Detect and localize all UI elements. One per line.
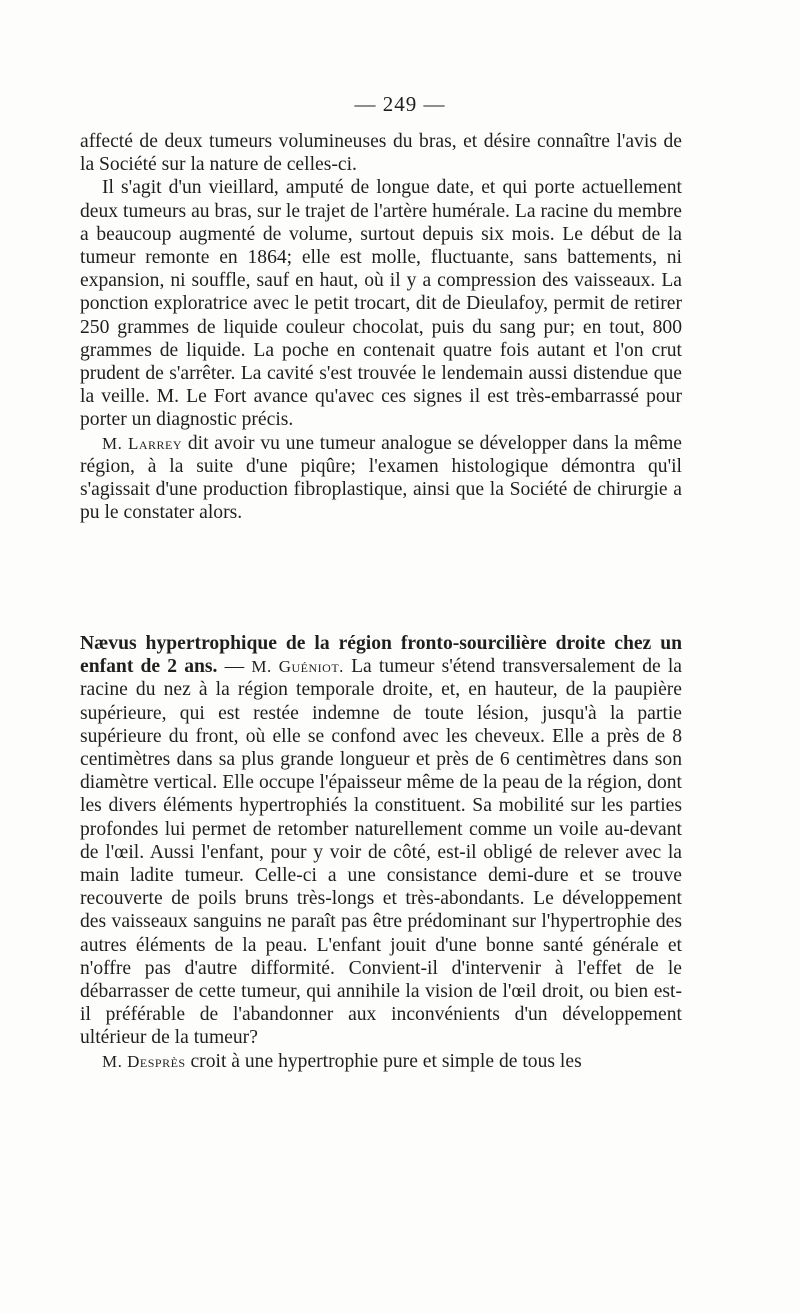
paragraph-despres <box>80 1050 682 1073</box>
speaker-name: M. Guéniot. <box>251 657 344 677</box>
paragraph-case-description: Il s'agit d'un vieillard, amputé de longue date, et qui porte actuellement deux tumeurs au bras, sur le trajet de l'artère humérale. La racine du membre a beaucoup augmenté de volume, surtout depuis six mois. Le début de la tumeur remonte en 1864; elle est molle, fluctuante, sans battements, ni expansion, ni souffle, sauf en haut, où il y a compression des vaisseaux. La ponction exploratrice avec le petit trocart, dit de Dieulafoy, permit de retirer 250 grammes de liquide couleur chocolat, puis du sang pur; en tout, 800 grammes de liquide. La poche en contenait quatre fois autant et l'on crut prudent de s'arrêter. La cavité s'est trouvée le lendemain aussi distendue que la veille. M. Le Fort avance qu'avec ces signes il est très-embarrassé pour porter un diagnostic précis. <box>80 177 682 431</box>
paragraph-naevus <box>80 632 682 1050</box>
paragraph-text: croit à une hypertrophie pure et simple de tous les <box>185 1050 582 1072</box>
paragraph-text: dit avoir vu une tumeur analogue se développer dans la même région, à la suite d'une piqûre; l'examen histologique démontra qu'il s'agissait d'une production fibroplastique, ainsi que la Société de chirurgie a pu le constater alors. <box>80 432 682 524</box>
paragraph-continued: affecté de deux tumeurs volumineuses du bras, et désire connaître l'avis de la Société sur la nature de celles-ci. <box>80 131 682 176</box>
page-number: — 249 — <box>354 92 446 116</box>
paragraph-larrey <box>80 432 682 525</box>
section-2-text <box>80 632 682 1073</box>
section-1-text <box>80 130 682 524</box>
section-heading: Nævus hypertrophique de la région fronto-sourcilière droite chez un enfant de 2 ans. <box>80 633 682 678</box>
speaker-name: M. Larrey <box>102 433 183 453</box>
heading-dash: — <box>217 656 252 678</box>
paragraph-text: La tumeur s'étend transversalement de la racine du nez à la région temporale droite, et, en hauteur, de la paupière supérieure, qui est restée indemne de toute lésion, jusqu'à la partie supérieure du front, où elle se confond avec les cheveux. Elle a près de 8 centimètres dans sa plus grande longueur et près de 6 centimètres dans son diamètre vertical. Elle occupe l'épaisseur même de la peau de la région, dont les divers éléments hypertrophiés la constituent. Sa mobilité sur les parties profondes lui permet de retomber naturellement comme un voile au-devant de l'œil. Aussi l'enfant, pour y voir de côté, est-il obligé de relever avec la main ladite tumeur. Celle-ci a une consistance demi-dure et se trouve recouverte de poils bruns très-longs et très-abondants. Le développement des vaisseaux sanguins ne paraît pas être prédominant sur l'hypertrophie des autres éléments de la peau. L'enfant jouit d'une bonne santé générale et n'offre pas d'autre difformité. Convient-il d'intervenir à l'effet de le débarrasser de cette tumeur, qui annihile la vision de l'œil droit, ou bien est-il préférable de l'abandonner aux inconvénients d'un développement ultérieur de la tumeur? <box>80 656 683 1049</box>
speaker-name: M. Desprès <box>102 1051 186 1071</box>
